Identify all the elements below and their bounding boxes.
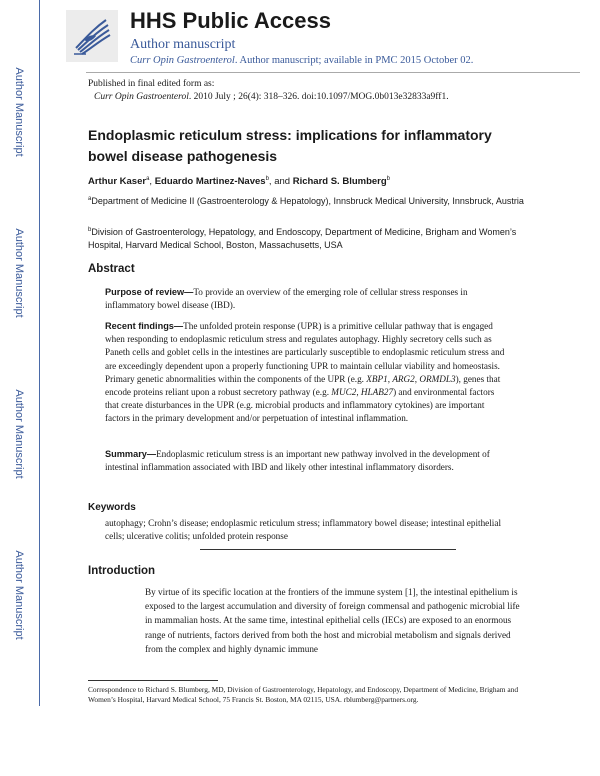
gene-name: HLAB27 <box>360 387 394 398</box>
gene-name: XBP1 <box>366 373 388 384</box>
publication-info <box>88 78 449 104</box>
findings-text: ) and environmental factors that create disturbances in the UPR (e.g. microbial products and inflammatory cytokines) are important factors in the primary development and/or perpetuation of intestinal inflammation. <box>105 387 495 424</box>
author-separator: , and <box>268 176 293 188</box>
side-label-author-manuscript: Author Manuscript <box>13 228 25 318</box>
author-affil-sup: b <box>386 176 391 182</box>
abstract-heading: Abstract <box>88 263 135 275</box>
availability-text: . Author manuscript; available in PMC 2015 October 02. <box>234 55 474 66</box>
side-label-author-manuscript: Author Manuscript <box>13 550 25 640</box>
side-rail <box>0 0 38 776</box>
affil-sup: b <box>88 227 92 233</box>
citation-details: . 2010 July ; 26(4): 318–326. doi:10.1097/MOG.0b013e32833a9ff1. <box>188 92 449 102</box>
author-list <box>88 176 390 187</box>
author-affil-sup: b <box>265 176 269 182</box>
article-title: Endoplasmic reticulum stress: implications for inflammatory bowel disease pathogenesis <box>88 127 492 164</box>
side-label-author-manuscript: Author Manuscript <box>13 389 25 479</box>
hhs-header <box>66 10 580 66</box>
published-label: Published in final edited form as: <box>88 79 215 89</box>
citation-journal: Curr Opin Gastroenterol <box>94 92 189 102</box>
header-divider <box>86 72 580 73</box>
author-affil-sup: a <box>146 176 150 182</box>
correspondence-footnote: Correspondence to Richard S. Blumberg, MD, Division of Gastroenterology, Hepatology, and Endoscopy, Department of Medicine, Brigham and Women’s Hospital, Harvard Medical School, 75 Francis St. Boston, MA 02115, USA. rblumberg@partners.org. <box>88 685 519 704</box>
introduction-heading: Introduction <box>88 565 156 577</box>
footnote-divider <box>88 680 218 681</box>
affiliation-b <box>88 224 528 252</box>
summary-text: Endoplasmic reticulum stress is an important new pathway involved in the development of intestinal inflammation associated with IBD and likely other intestinal inflammatory disorders. <box>105 449 490 473</box>
citation <box>88 91 449 104</box>
author-manuscript-label: Author manuscript <box>130 37 236 52</box>
hhs-eagle-logo-icon <box>66 10 118 62</box>
purpose-text: To provide an overview of the emerging role of cellular stress responses in inflammatory bowel disease (IBD). <box>105 287 468 311</box>
gene-name: ORMDL3 <box>419 373 456 384</box>
affil-text: Department of Medicine II (Gastroenterology & Hepatology), Innsbruck Medical University, Innsbruck, Austria <box>91 196 524 206</box>
summary-lead: Summary— <box>105 449 157 459</box>
side-label-author-manuscript: Author Manuscript <box>13 67 25 157</box>
gene-name: ARG2 <box>392 373 415 384</box>
keywords-list: autophagy; Crohn’s disease; endoplasmic reticulum stress; inflammatory bowel disease; intestinal epithelial cells; ulcerative colitis; unfolded protein response <box>105 518 501 541</box>
keywords-divider <box>200 549 456 550</box>
purpose-lead: Purpose of review— <box>105 287 194 297</box>
affil-text: Division of Gastroenterology, Hepatology, and Endoscopy, Department of Medicine, Brigham and Women’s Hospital, Harvard Medical School, Boston, Massachusetts, USA <box>88 227 517 250</box>
side-divider-line <box>39 0 40 706</box>
author-name: Eduardo Martinez-Naves <box>154 176 266 188</box>
abstract-summary <box>105 448 505 474</box>
introduction-text: By virtue of its specific location at the frontiers of the immune system [1], the intestinal epithelium is exposed to the largest accumulation and diversity of foreign commensal and pathogenic microbial life in mammalian hosts. At the same time, intestinal epithelial cells (IECs) are exposed to an enormous range of nutrients, factors derived from both the host and microbial metabolism and signals derived from the complex and highly dynamic immune <box>145 587 520 654</box>
abstract-findings: Recent findings—The unfolded protein response (UPR) is a primitive cellular pathway that is engaged when responding to endoplasmic reticulum stress and regulates autophagy. Highly secretory cells such as Paneth cells and goblet cells in the intestines are particularly susceptible to endoplasmic reticulum stress and are exceedingly dependent upon a properly functioning UPR to maintain cellular viability and homeostasis. Primary genetic abnormalities within the components of the UPR (e.g. XBP1, ARG2, ORMDL3), genes that encode proteins reliant upon a robust secretory pathway (e.g. MUC2, HLAB27) and environmental factors that create disturbances in the UPR (e.g. microbial products and inflammatory cytokines) are important factors in the primary development and/or perpetuation of intestinal inflammation. <box>105 321 505 424</box>
findings-lead: Recent findings— <box>105 321 184 331</box>
gene-name: MUC2 <box>331 387 357 398</box>
abstract-purpose <box>105 286 505 312</box>
affil-sup: a <box>88 196 92 202</box>
findings-text: ), genes that encode proteins reliant upon a robust secretory pathway (e.g. <box>105 373 501 398</box>
affiliation-a <box>88 193 528 208</box>
author-name: Arthur Kaser <box>88 176 147 188</box>
author-name: Richard S. Blumberg <box>292 176 387 188</box>
author-separator: , <box>149 176 155 188</box>
findings-text: The unfolded protein response (UPR) is a primitive cellular pathway that is engaged when responding to endoplasmic reticulum stress and regulates autophagy. Highly secretory cells such as Paneth cells and goblet cells in the intestines are particularly susceptible to endoplasmic reticulum stress and are exceedingly dependent upon a properly functioning UPR to maintain cellular viability and homeostasis. Primary genetic abnormalities within the components of the UPR (e.g. <box>105 321 505 384</box>
journal-availability <box>130 55 473 66</box>
journal-abbrev: Curr Opin Gastroenterol <box>130 55 235 66</box>
keywords-heading: Keywords <box>88 502 136 513</box>
hhs-title: HHS Public Access <box>130 8 331 33</box>
